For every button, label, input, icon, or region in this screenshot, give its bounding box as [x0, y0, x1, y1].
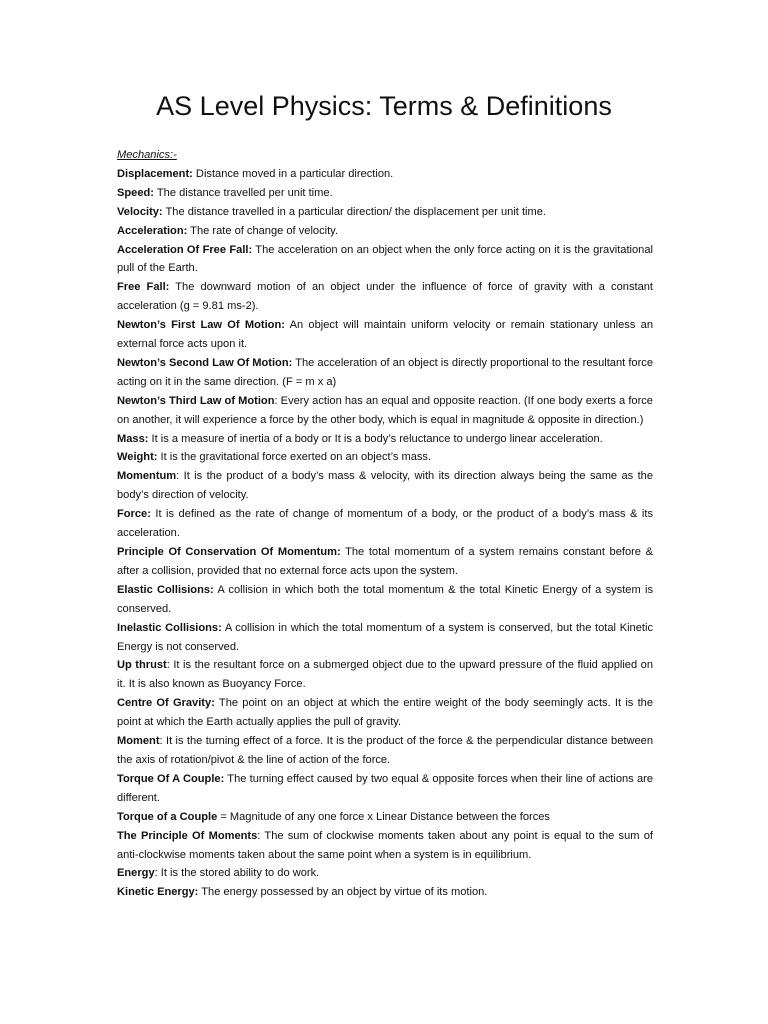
definition-text: It is a measure of inertia of a body or It is a body’s reluctance to undergo linear acceleration.	[148, 432, 603, 445]
definition-item	[117, 694, 653, 732]
definition-item	[117, 827, 653, 865]
definition-item	[117, 354, 653, 392]
definition-text: The rate of change of velocity.	[187, 224, 338, 237]
definition-text: A collision in which the total momentum of a system is conserved, but the total Kinetic Energy is not conserved.	[117, 621, 653, 653]
definition-term: Mass:	[117, 432, 149, 445]
definition-text: The energy possessed by an object by virtue of its motion.	[198, 886, 488, 899]
definition-text: : It is the turning effect of a force. It is the product of the force & the perpendicular distance between the axis of rotation/pivot & the line of action of the force.	[117, 735, 653, 766]
definition-term: Speed:	[117, 186, 154, 199]
definition-item	[117, 864, 653, 883]
definition-text: : It is the stored ability to do work.	[154, 867, 320, 880]
definition-term: Weight:	[117, 451, 158, 464]
definition-text: It is defined as the rate of change of momentum of a body, or the product of a body’s mass & its acceleration.	[117, 508, 653, 540]
definition-term: Energy	[117, 867, 155, 880]
definition-term: Elastic Collisions:	[117, 583, 214, 596]
document-title: AS Level Physics: Terms & Definitions	[156, 91, 612, 121]
definition-text: An object will maintain uniform velocity or remain stationary unless an external force acts upon it.	[117, 319, 653, 351]
definition-term: Velocity:	[117, 205, 163, 218]
definition-term: Displacement:	[117, 167, 193, 180]
definition-term: Momentum	[117, 470, 177, 483]
definition-text: The downward motion of an object under the influence of force of gravity with a constant acceleration (g = 9.81 ms-2).	[117, 281, 653, 313]
definition-term: Up thrust	[117, 659, 167, 672]
definition-text: The turning effect caused by two equal & opposite forces when their line of actions are different.	[117, 772, 653, 804]
definition-text: The point on an object at which the entire weight of the body seemingly acts. It is the point at which the Earth actually applies the pull of gravity.	[117, 697, 653, 729]
definition-item	[117, 656, 653, 694]
definition-text: : Every action has an equal and opposite reaction. (If one body exerts a force on another, it will experience a force by the other body, which is equal in magnitude & opposite in direction.)	[117, 394, 653, 426]
definition-term: Newton’s Third Law of Motion	[117, 394, 275, 407]
definition-item	[117, 184, 653, 203]
definition-item	[117, 241, 653, 279]
definition-item	[117, 316, 653, 354]
definition-text: The distance travelled in a particular direction/ the displacement per unit time.	[162, 205, 546, 218]
definition-text: The acceleration on an object when the only force acting on it is the gravitational pull of the Earth.	[117, 243, 653, 275]
definition-item	[117, 543, 653, 581]
definition-item	[117, 165, 653, 184]
definition-item	[117, 883, 653, 902]
definition-term: Kinetic Energy:	[117, 886, 199, 899]
definition-text: : It is the resultant force on a submerged object due to the upward pressure of the fluid applied on it. It is also known as Buoyancy Force.	[117, 659, 653, 691]
definition-item	[117, 770, 653, 808]
definition-item	[117, 467, 653, 505]
section-heading-mechanics: Mechanics:-	[117, 149, 177, 161]
definition-item	[117, 203, 653, 222]
definition-item	[117, 505, 653, 543]
definition-term: Newton’s First Law Of Motion:	[117, 319, 285, 332]
definition-text: : The sum of clockwise moments taken about any point is equal to the sum of anti-clockwise moments taken about the same point when a system is in equilibrium.	[117, 829, 653, 861]
definition-text: : It is the product of a body’s mass & velocity, with its direction always being the same as the body’s direction of velocity.	[117, 470, 653, 502]
definition-term: Moment	[117, 735, 160, 748]
definition-text: The total momentum of a system remains constant before & after a collision, provided that no external force acts upon the system.	[117, 546, 653, 577]
definition-term: Newton’s Second Law Of Motion:	[117, 356, 293, 369]
definition-item	[117, 222, 653, 241]
definition-item	[117, 732, 653, 770]
definition-term: Principle Of Conservation Of Momentum:	[117, 546, 341, 559]
definition-term: Acceleration Of Free Fall:	[117, 243, 253, 256]
definition-item	[117, 581, 653, 619]
definition-item	[117, 808, 653, 827]
definition-item	[117, 448, 653, 467]
definition-term: Torque Of A Couple:	[117, 772, 225, 785]
definition-term: Torque of a Couple	[117, 810, 218, 823]
definition-text: Distance moved in a particular direction.	[192, 167, 394, 180]
definition-term: The Principle Of Moments	[117, 829, 258, 842]
definition-item	[117, 619, 653, 657]
definition-term: Centre Of Gravity:	[117, 697, 215, 710]
definitions-list	[117, 165, 653, 902]
definition-text: The distance travelled per unit time.	[154, 186, 333, 199]
document-body	[117, 146, 653, 902]
definition-term: Inelastic Collisions:	[117, 621, 222, 634]
definition-term: Free Fall:	[117, 281, 170, 294]
definition-item	[117, 392, 653, 430]
definition-item	[117, 278, 653, 316]
definition-term: Acceleration:	[117, 224, 188, 237]
definition-term: Force:	[117, 508, 151, 521]
definition-text: = Magnitude of any one force x Linear Distance between the forces	[217, 810, 550, 823]
definition-item	[117, 430, 653, 449]
definition-text: A collision in which both the total momentum & the total Kinetic Energy of a system is conserved.	[117, 583, 653, 615]
definition-text: The acceleration of an object is directly proportional to the resultant force acting on it in the same direction. (F = m x a)	[117, 356, 653, 388]
definition-text: It is the gravitational force exerted on an object’s mass.	[157, 451, 432, 464]
